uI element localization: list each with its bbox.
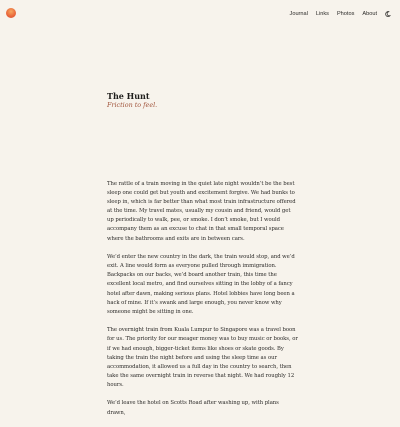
nav-photos-link[interactable]: Photos [336, 11, 355, 17]
page-title: The Hunt [107, 91, 150, 101]
page-subtitle: Friction to feel. [107, 101, 158, 109]
post-paragraph: The overnight train from Kuala Lumpur to Singapore was a travel boon for us. The priority for our meager money was to buy music or books, or if we had enough, bigger-ticket items like shoes or skate goods. By taking the train the night before and using the sleep time as our accommodation, it allowed us a full day in the country to search, then take the same overnight train in reverse that night. We had roughly 12 hours. [107, 327, 298, 388]
post-header [107, 91, 297, 110]
sunset-logo-icon[interactable] [6, 8, 16, 18]
site-header [0, 0, 400, 30]
nav-about-link[interactable]: About [362, 11, 377, 17]
post-paragraph: We’d leave the hotel on Scotts Road after washing up, with plans drawn, [107, 400, 279, 416]
post-body [107, 180, 298, 427]
nav-journal-link[interactable]: Journal [289, 11, 308, 17]
post-paragraph: The rattle of a train moving in the quiet late night wouldn’t be the best sleep one could get but youth and excitement forgive. We had bunks to sleep in, which is far better than what most train infrastructure offered at the time. My travel mates, usually my cousin and friend, would get up periodically to walk, pee, or smoke. I don’t smoke, but I would accompany them as an excuse to chat in that small temporal space where the bathrooms and exits are in between cars. [107, 181, 296, 242]
nav-links-link[interactable]: Links [315, 11, 329, 17]
moon-icon[interactable] [385, 11, 391, 17]
top-nav [290, 11, 391, 17]
post-paragraph: We’d enter the new country in the dark, the train would stop, and we’d exit. A line would form as everyone pulled through immigration. Backpacks on our backs, we’d board another train, this time the excellent local metro, and find ourselves sitting in the lobby of a fancy hotel after dawn, making serious plans. Hotel lobbies have long been a hack of mine. If it’s swank and large enough, you never know why someone might be sitting in one. [107, 254, 295, 315]
